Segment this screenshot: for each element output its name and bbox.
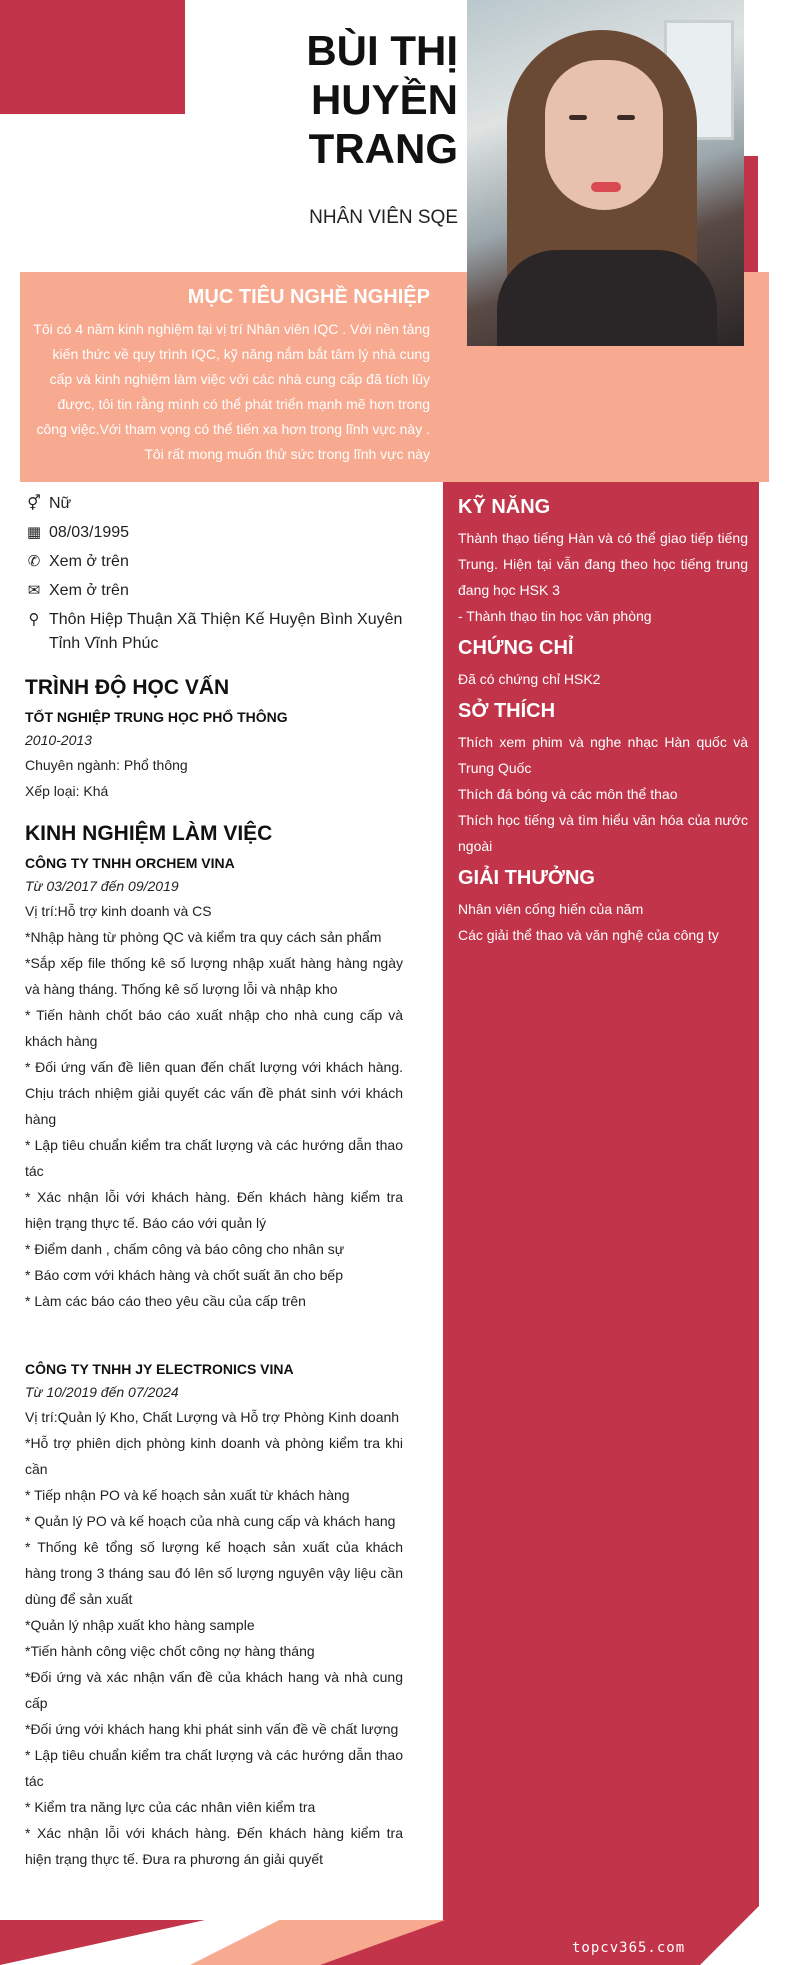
objective-text: Tôi có 4 năm kinh nghiệm tại vị trí Nhân viên IQC . Với nền tảng kiến thức về quy trình IQC, kỹ năng nắm bắt tâm lý nhà cung cấp và kinh nghiệm làm việc với các nhà cung cấp đã tích lũy được, tôi tin rằng mình có thể phát triển mạnh mẽ hơn trong công việc.Với tham vọng có thể tiến xa hơn trong lĩnh vực này . Tôi rất mong muốn thử sức trong lĩnh vực này [33, 321, 430, 462]
job-line: *Hỗ trợ phiên dịch phòng kinh doanh và phòng kiểm tra khi cần [25, 1435, 403, 1477]
career-objective [30, 286, 430, 467]
job-line: * Tiến hành chốt báo cáo xuất nhập cho nhà cung cấp và khách hàng [25, 1007, 403, 1049]
decor-top-left-block [0, 0, 185, 114]
company-name: CÔNG TY TNHH JY ELECTRONICS VINA [25, 1361, 294, 1377]
job-line: *Quản lý nhập xuất kho hàng sample [25, 1617, 255, 1633]
job-entry [25, 852, 403, 1314]
education-section [25, 676, 403, 804]
contact-value: Xem ở trên [49, 582, 129, 599]
job-line: * Xác nhận lỗi với khách hàng. Đến khách hàng kiểm tra hiện trạng thực tế. Báo cáo với quản lý [25, 1189, 403, 1231]
email-icon: ✉ [27, 582, 41, 599]
contact-birthday [25, 521, 415, 545]
job-line: *Đối ứng với khách hang khi phát sinh vấn đề về chất lượng [25, 1721, 399, 1737]
job-line: * Lập tiêu chuẩn kiểm tra chất lượng và các hướng dẫn thao tác [25, 1137, 403, 1179]
hobby-line: Thích học tiếng và tìm hiểu văn hóa của nước ngoài [458, 812, 748, 854]
objective-title: MỤC TIÊU NGHỀ NGHIỆP [187, 286, 430, 308]
job-line: Vị trí:Quản lý Kho, Chất Lượng và Hỗ trợ Phòng Kinh doanh [25, 1409, 400, 1425]
contact-value: Nữ [49, 495, 72, 512]
education-title: TRÌNH ĐỘ HỌC VẤN [25, 676, 230, 699]
name-line: HUYỀN [310, 76, 458, 123]
job-line: * Kiểm tra năng lực của các nhân viên kiểm tra [25, 1799, 316, 1815]
award-line: Nhân viên cống hiến của năm [458, 901, 644, 917]
phone-icon: ✆ [27, 553, 41, 570]
job-line: * Thống kê tổng số lượng kế hoạch sản xuất của khách hàng trong 3 tháng sau đó lên số lượng nguyên vậy liệu cần dùng để sản xuất [25, 1539, 403, 1607]
education-grade: Xếp loại: Khá [25, 783, 109, 799]
job-period: Từ 10/2019 đến 07/2024 [25, 1384, 179, 1400]
job-line: * Tiếp nhận PO và kế hoạch sản xuất từ khách hàng [25, 1487, 350, 1503]
job-entry [25, 1358, 403, 1872]
education-entry [25, 706, 403, 804]
name-line: BÙI THỊ [306, 27, 458, 74]
skill-line: Thành thạo tiếng Hàn và có thể giao tiếp tiếng Trung. Hiện tại vẫn đang theo học tiếng trung đang học HSK 3 [458, 530, 748, 598]
contact-phone [25, 550, 415, 574]
gender-icon: ⚥ [27, 495, 41, 512]
experience-section-2 [25, 1358, 403, 1872]
skills-title: KỸ NĂNG [458, 496, 551, 518]
awards-title: GIẢI THƯỞNG [458, 867, 595, 889]
candidate-name [198, 26, 458, 173]
contact-value: Thôn Hiệp Thuận Xã Thiện Kế Huyện Bình Xuyên Tỉnh Vĩnh Phúc [49, 611, 403, 652]
job-line: *Nhập hàng từ phòng QC và kiểm tra quy cách sản phẩm [25, 929, 382, 945]
hobbies-section [458, 700, 748, 859]
job-line: * Điểm danh , chấm công và báo công cho nhân sự [25, 1241, 345, 1257]
decor-bottom-left-triangle [0, 1920, 205, 1965]
job-line: *Sắp xếp file thống kê số lượng nhập xuất hàng hàng ngày và hàng tháng. Thống kê số lượng lỗi và nhập kho [25, 955, 403, 997]
location-icon: ⚲ [28, 611, 40, 628]
contact-gender [25, 492, 415, 516]
job-line: * Lập tiêu chuẩn kiểm tra chất lượng và các hướng dẫn thao tác [25, 1747, 403, 1789]
company-name: CÔNG TY TNHH ORCHEM VINA [25, 855, 235, 871]
job-period: Từ 03/2017 đến 09/2019 [25, 878, 179, 894]
certificates-section [458, 637, 748, 692]
calendar-icon: ▦ [26, 524, 42, 541]
school-name: TỐT NGHIỆP TRUNG HỌC PHỔ THÔNG [25, 709, 288, 725]
profile-photo [467, 0, 744, 346]
watermark: topcv365.com [572, 1940, 686, 1956]
name-line: TRANG [308, 125, 458, 172]
job-line: * Quản lý PO và kế hoạch của nhà cung cấp và khách hang [25, 1513, 396, 1529]
contact-value: 08/03/1995 [49, 524, 130, 541]
certificate-line: Đã có chứng chỉ HSK2 [458, 671, 601, 687]
job-line: *Tiến hành công việc chốt công nợ hàng tháng [25, 1643, 315, 1659]
education-period: 2010-2013 [25, 732, 92, 748]
hobbies-title: SỞ THÍCH [458, 700, 556, 722]
education-major: Chuyên ngành: Phổ thông [25, 757, 188, 773]
job-line: Vị trí:Hỗ trợ kinh doanh và CS [25, 903, 212, 919]
job-title: NHÂN VIÊN SQE [309, 207, 458, 228]
skill-line: - Thành thạo tin học văn phòng [458, 608, 652, 624]
contact-info [25, 492, 415, 661]
hobby-line: Thích đá bóng và các môn thể thao [458, 786, 678, 802]
experience-title: KINH NGHIỆM LÀM VIỆC [25, 822, 273, 845]
job-line: * Báo cơm với khách hàng và chốt suất ăn cho bếp [25, 1267, 343, 1283]
award-line: Các giải thể thao và văn nghệ của công ty [458, 927, 719, 943]
certificates-title: CHỨNG CHỈ [458, 637, 574, 659]
job-line: * Xác nhận lỗi với khách hàng. Đến khách hàng kiểm tra hiện trạng thực tế. Đưa ra phương án giải quyết [25, 1825, 403, 1867]
job-line: * Làm các báo cáo theo yêu cầu của cấp trên [25, 1293, 306, 1309]
contact-value: Xem ở trên [49, 553, 129, 570]
skills-section [458, 496, 748, 629]
job-line: * Đối ứng vấn đề liên quan đến chất lượng với khách hàng. Chịu trách nhiệm giải quyết các vấn đề phát sinh với khách hàng [25, 1059, 403, 1127]
awards-section [458, 867, 748, 948]
hobby-line: Thích xem phim và nghe nhạc Hàn quốc và Trung Quốc [458, 734, 748, 776]
contact-email [25, 579, 415, 603]
job-line: *Đối ứng và xác nhận vấn đề của khách hang và nhà cung cấp [25, 1669, 403, 1711]
contact-address [25, 608, 415, 656]
experience-section [25, 822, 403, 1314]
